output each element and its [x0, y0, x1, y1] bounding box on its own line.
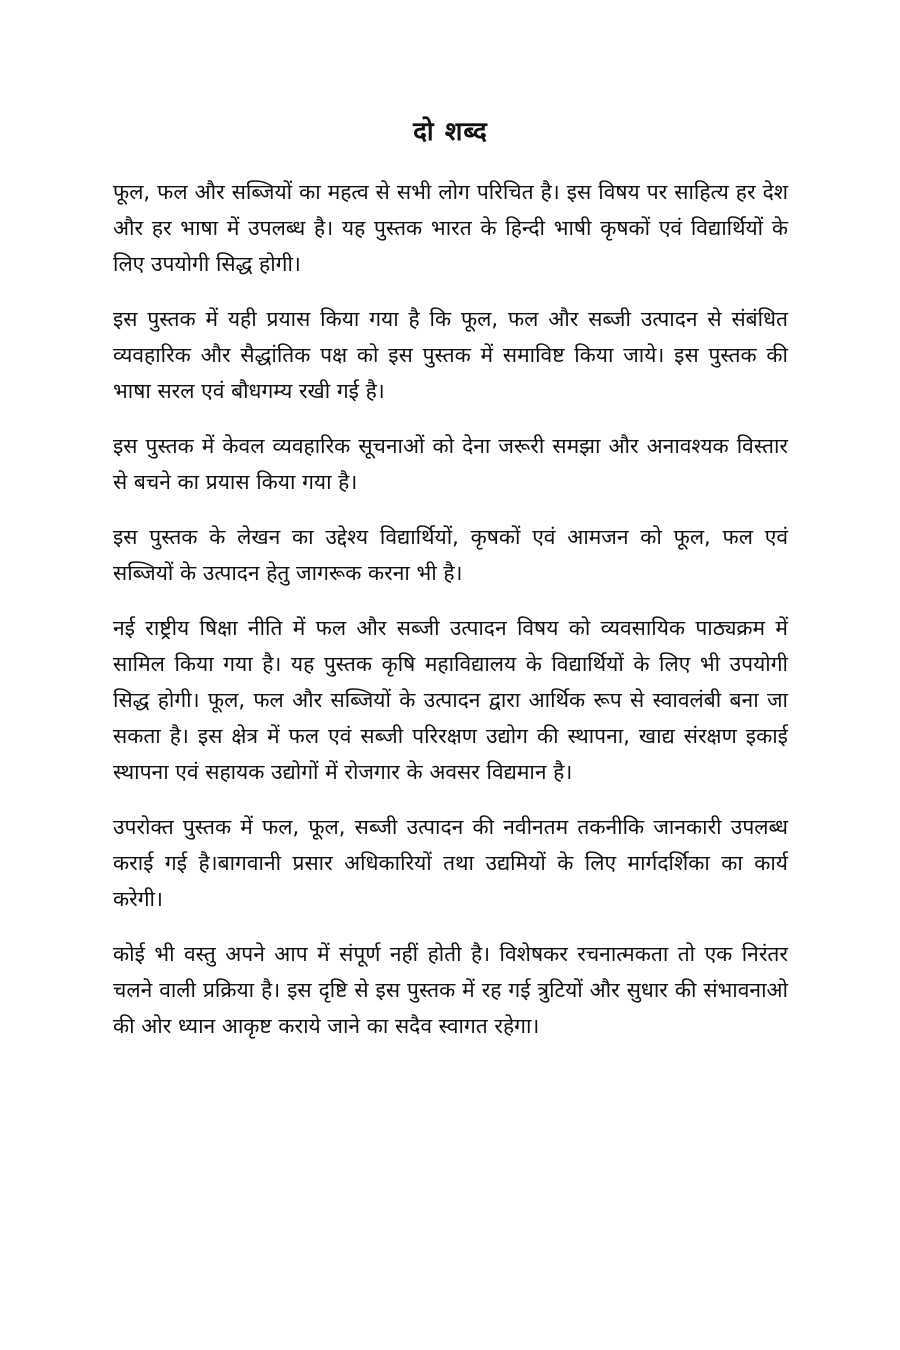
paragraph-4: इस पुस्तक के लेखन का उद्देश्य विद्यार्थियों, कृषकों एवं आमजन को फूल, फल एवं सब्जियों के उत्पादन हेतु जागरूक करना भी है। [113, 525, 788, 585]
paragraph-7: कोई भी वस्तु अपने आप में संपूर्ण नहीं होती है। विशेषकर रचनात्मकता तो एक निरंतर चलने वाली प्रक्रिया है। इस दृष्टि से इस पुस्तक में रह गई त्रुटियों और सुधार की संभावनाओ की ओर ध्यान आकृष्ट कराये जाने का सदैव स्वागत रहेगा। [113, 942, 788, 1038]
paragraph-6: उपरोक्त पुस्तक में फल, फूल, सब्जी उत्पादन की नवीनतम तकनीकि जानकारी उपलब्ध कराई गई है।बागवानी प्रसार अधिकारियों तथा उद्यमियों के लिए मार्गदर्शिका का कार्य करेगी। [113, 815, 788, 911]
paragraph-1: फूल, फल और सब्जियों का महत्व से सभी लोग परिचित है। इस विषय पर साहित्य हर देश और हर भाषा में उपलब्ध है। यह पुस्तक भारत के हिन्दी भाषी कृषकों एवं विद्यार्थियों के लिए उपयोगी सिद्ध होगी। [113, 180, 788, 276]
paragraph-5: नई राष्ट्रीय षिक्षा नीति में फल और सब्जी उत्पादन विषय को व्यवसायिक पाठ्यक्रम में सामिल किया गया है। यह पुस्तक कृषि महाविद्यालय के विद्यार्थियों के लिए भी उपयोगी सिद्ध होगी। फूल, फल और सब्जियों के उत्पादन द्वारा आर्थिक रूप से स्वावलंबी बना जा सकता है। इस क्षेत्र में फल एवं सब्जी परिरक्षण उद्योग की स्थापना, खाद्य संरक्षण इकाई स्थापना एवं सहायक उद्योगों में रोजगार के अवसर विद्यमान है। [113, 616, 788, 784]
document-page [113, 112, 788, 1063]
paragraph-3: इस पुस्तक में केवल व्यवहारिक सूचनाओं को देना जरूरी समझा और अनावश्यक विस्तार से बचने का प्रयास किया गया है। [113, 434, 788, 494]
paragraph-2: इस पुस्तक में यही प्रयास किया गया है कि फूल, फल और सब्जी उत्पादन से संबंधित व्यवहारिक और सैद्धांतिक पक्ष को इस पुस्तक में समाविष्ट किया जाये। इस पुस्तक की भाषा सरल एवं बौधगम्य रखी गई है। [113, 307, 788, 403]
page-title: दो शब्द [413, 117, 488, 147]
